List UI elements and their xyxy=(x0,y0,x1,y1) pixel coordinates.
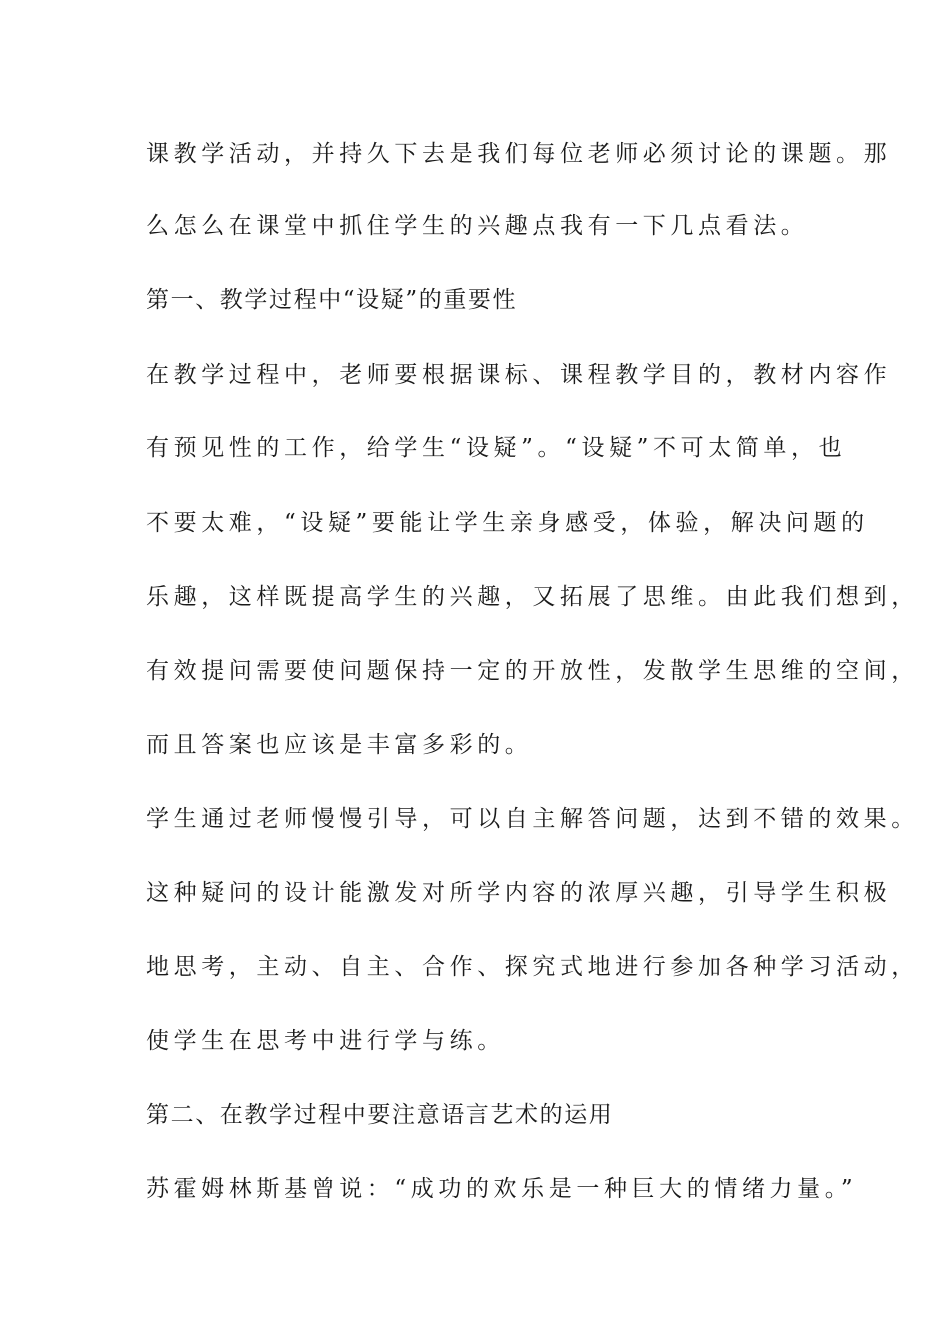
paragraph-line-4: 有预见性的工作，给学生“设疑”。“设疑”不可太简单，也 xyxy=(146,435,847,461)
paragraph-line-6: 乐趣，这样既提高学生的兴趣，又拓展了思维。由此我们想到， xyxy=(146,584,919,610)
paragraph-line-8: 而且答案也应该是丰富多彩的。 xyxy=(146,732,533,758)
paragraph-line-13: 苏霍姆林斯基曾说：“成功的欢乐是一种巨大的情绪力量。” xyxy=(146,1176,858,1202)
paragraph-line-12: 使学生在思考中进行学与练。 xyxy=(146,1028,505,1054)
paragraph-line-7: 有效提问需要使问题保持一定的开放性，发散学生思维的空间， xyxy=(146,658,919,684)
paragraph-line-1: 课教学活动，并持久下去是我们每位老师必须讨论的课题。那 xyxy=(146,141,892,167)
section-heading-2: 第二、在教学过程中要注意语言艺术的运用 xyxy=(146,1102,614,1128)
section-heading-1: 第一、教学过程中“设疑”的重要性 xyxy=(146,287,518,313)
paragraph-line-9: 学生通过老师慢慢引导，可以自主解答问题，达到不错的效果。 xyxy=(146,806,919,832)
paragraph-line-5: 不要太难，“设疑”要能让学生亲身感受，体验，解决问题的 xyxy=(146,510,869,536)
paragraph-line-3: 在教学过程中，老师要根据课标、课程教学目的，教材内容作 xyxy=(146,362,892,388)
paragraph-line-2: 么怎么在课堂中抓住学生的兴趣点我有一下几点看法。 xyxy=(146,213,809,239)
paragraph-line-11: 地思考，主动、自主、合作、探究式地进行参加各种学习活动， xyxy=(146,954,919,980)
paragraph-line-10: 这种疑问的设计能激发对所学内容的浓厚兴趣，引导学生积极 xyxy=(146,880,892,906)
